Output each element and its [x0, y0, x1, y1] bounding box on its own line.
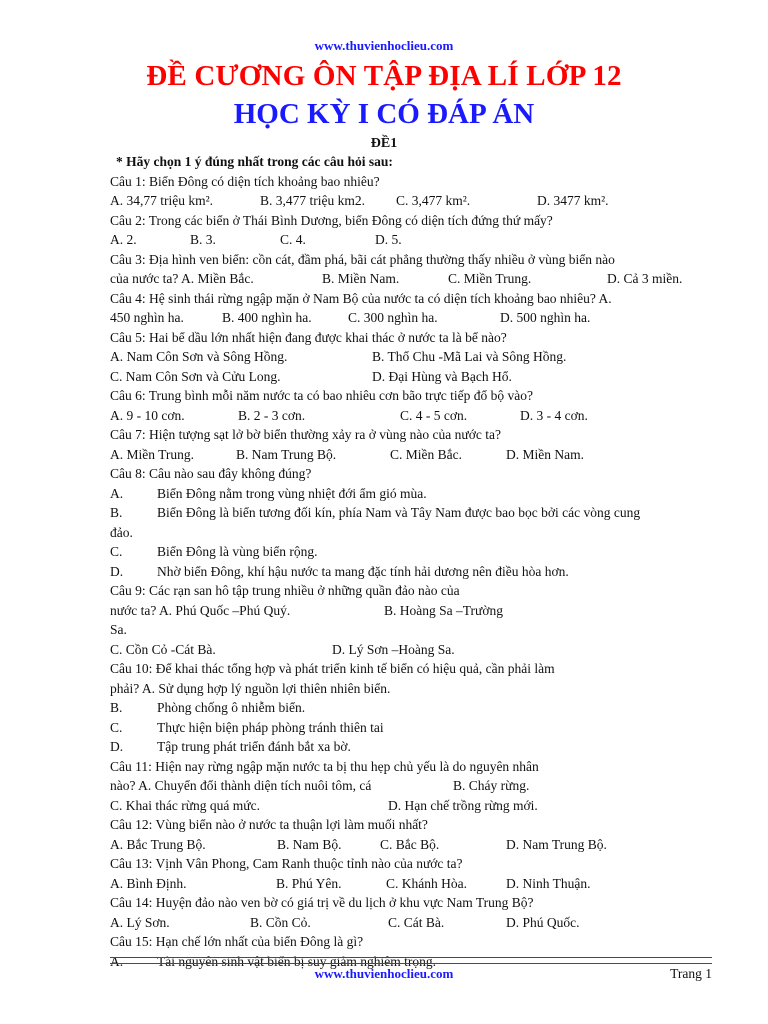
text-line [110, 542, 720, 562]
answer-option: C. Miền Trung. [448, 271, 532, 286]
text-line [110, 308, 720, 328]
answer-option: C. Bắc Bộ. [380, 836, 440, 852]
option-text: Biển Đông nằm trong vùng nhiệt đới ẩm gió mùa. [157, 485, 427, 501]
text-line: Câu 14: Huyện đảo nào ven bờ có giá trị về du lịch ở khu vực Nam Trung Bộ? [110, 895, 534, 910]
text-line: Sa. [110, 622, 127, 637]
option-label: C. [110, 719, 123, 735]
option-text: Thực hiện biện pháp phòng tránh thiên tai [157, 719, 384, 735]
answer-option: D. Đại Hùng và Bạch Hổ. [372, 368, 512, 384]
answer-option: C. Khánh Hòa. [386, 875, 467, 891]
text-line: Câu 10: Để khai thác tổng hợp và phát triển kinh tế biển có hiệu quả, cần phải làm [110, 661, 555, 676]
option-label: D. [110, 739, 124, 754]
text-line [110, 698, 720, 718]
answer-option: C. 3,477 km². [396, 193, 471, 208]
title-line-2: HỌC KỲ I CÓ ĐÁP ÁN [233, 98, 535, 130]
option-label: B. [110, 700, 123, 715]
option-text: Nhờ biển Đông, khí hậu nước ta mang đặc tính hải dương nên điều hòa hơn. [157, 563, 569, 579]
exam-label: ĐỀ1 [370, 136, 398, 151]
answer-option: C. Cồn Cỏ -Cát Bà. [110, 641, 216, 657]
answer-option: D. 5. [375, 232, 402, 247]
answer-option: C. 4. [280, 232, 306, 247]
text-line: đảo. [110, 524, 133, 540]
answer-option: C. Khai thác rừng quá mức. [110, 797, 260, 813]
text-line: Câu 2: Trong các biển ở Thái Bình Dương, biển Đông có diện tích đứng thứ mấy? [110, 212, 553, 228]
answer-option: A. 9 - 10 cơn. [110, 407, 185, 423]
text-line: Câu 6: Trung bình mỗi năm nước ta có bao nhiêu cơn bão trực tiếp đổ bộ vào? [110, 388, 533, 403]
text-line: Câu 9: Các rạn san hô tập trung nhiều ở những quần đảo nào của [110, 583, 460, 598]
footer-url[interactable]: www.thuvienhoclieu.com [314, 966, 454, 981]
option-text: Phòng chống ô nhiễm biển. [157, 700, 306, 715]
answer-option: D. 3477 km². [537, 193, 609, 208]
page-number: Trang 1 [670, 966, 712, 981]
text-line [110, 776, 720, 796]
text-line: Câu 5: Hai bể dầu lớn nhất hiện đang được khai thác ở nước ta là bể nào? [110, 329, 507, 345]
text-line: Câu 3: Địa hình ven biển: cồn cát, đầm phá, bãi cát phẳng thường thấy nhiều ở vùng biển nào [110, 251, 615, 267]
answer-option: A. Bắc Trung Bộ. [110, 836, 206, 852]
answer-option: B. Miền Nam. [322, 271, 400, 286]
title-line-1: ĐỀ CƯƠNG ÔN TẬP ĐỊA LÍ LỚP 12 [146, 60, 622, 92]
answer-option: A. Bình Định. [110, 875, 187, 891]
text-line: Câu 12: Vùng biển nào ở nước ta thuận lợi làm muối nhất? [110, 817, 428, 832]
answer-option: D. Nam Trung Bộ. [506, 836, 607, 852]
text-line: Câu 11: Hiện nay rừng ngập mặn nước ta bị thu hẹp chủ yếu là do nguyên nhân [110, 758, 539, 774]
answer-option: B. 3. [190, 232, 216, 247]
text-line: Câu 8: Câu nào sau đây không đúng? [110, 466, 312, 481]
text-line [110, 874, 720, 894]
answer-option: B. Nam Bộ. [277, 836, 342, 852]
question-lines [110, 172, 720, 972]
text-line [110, 913, 720, 933]
answer-option: D. Lý Sơn –Hoàng Sa. [332, 641, 455, 657]
text-line [110, 503, 720, 523]
text-line [110, 718, 720, 738]
text-line [110, 796, 720, 816]
text-line [110, 406, 720, 426]
answer-option: B. Cháy rừng. [453, 778, 530, 793]
option-text: Tập trung phát triển đánh bắt xa bờ. [157, 739, 351, 754]
option-label: D. [110, 563, 124, 579]
answer-option: A. 34,77 triệu km². [110, 193, 214, 208]
text-line [110, 347, 720, 367]
text-line: Câu 15: Hạn chế lớn nhất của biển Đông là gì? [110, 934, 364, 949]
answer-option: C. Nam Côn Sơn và Cửu Long. [110, 368, 281, 384]
option-label: A. [110, 953, 124, 969]
text-line [110, 230, 720, 250]
answer-option: B. Hoàng Sa –Trường [384, 602, 503, 618]
answer-option: C. Miền Bắc. [390, 446, 462, 462]
answer-option: B. Nam Trung Bộ. [236, 446, 337, 462]
answer-option: A. Miền Trung. [110, 446, 195, 462]
answer-option: D. 500 nghìn ha. [500, 310, 591, 325]
text-line [110, 562, 720, 582]
answer-option: 450 nghìn ha. [110, 310, 184, 325]
option-label: B. [110, 505, 123, 520]
text-line [110, 601, 720, 621]
answer-option: C. 300 nghìn ha. [348, 310, 438, 325]
text-line [110, 640, 720, 660]
answer-option: B. Phú Yên. [276, 875, 342, 891]
text-line [110, 737, 720, 757]
text-line [110, 835, 720, 855]
text-line: Câu 7: Hiện tượng sạt lở bờ biển thường xảy ra ở vùng nào của nước ta? [110, 427, 501, 442]
document-body [110, 152, 720, 971]
option-label: C. [110, 544, 123, 559]
text-line: Câu 13: Vịnh Vân Phong, Cam Ranh thuộc tỉnh nào của nước ta? [110, 856, 463, 871]
text-line [110, 269, 720, 289]
answer-option: D. Cả 3 miền. [607, 271, 683, 286]
answer-option: D. Phú Quốc. [506, 914, 580, 930]
option-label: A. [110, 485, 124, 501]
answer-option: của nước ta? A. Miền Bắc. [110, 271, 254, 286]
option-text: Tài nguyên sinh vật biển bị suy giảm nghiêm trọng. [157, 953, 436, 969]
option-text: Biển Đông là vùng biển rộng. [157, 544, 318, 559]
answer-option: B. 400 nghìn ha. [222, 310, 312, 325]
answer-option: B. 3,477 triệu km2. [260, 193, 365, 208]
text-line [110, 484, 720, 504]
answer-option: nước ta? A. Phú Quốc –Phú Quý. [110, 602, 291, 618]
text-line: Câu 4: Hệ sinh thái rừng ngập mặn ở Nam Bộ của nước ta có diện tích khoảng bao nhiêu? A. [110, 290, 612, 306]
answer-option: A. 2. [110, 232, 137, 247]
text-line [110, 367, 720, 387]
answer-option: D. Ninh Thuận. [506, 875, 591, 891]
answer-option: D. Miền Nam. [506, 446, 584, 462]
answer-option: D. Hạn chế trồng rừng mới. [388, 797, 538, 813]
answer-option: A. Nam Côn Sơn và Sông Hồng. [110, 349, 288, 364]
header-url[interactable]: www.thuvienhoclieu.com [314, 38, 454, 53]
text-line [110, 191, 720, 211]
answer-option: D. 3 - 4 cơn. [520, 407, 588, 423]
text-line: Câu 1: Biển Đông có diện tích khoảng bao nhiêu? [110, 173, 380, 189]
option-text: Biển Đông là biển tương đối kín, phía Nam và Tây Nam được bao bọc bởi các vòng cung [157, 505, 641, 520]
text-line: phải? A. Sử dụng hợp lý nguồn lợi thiên nhiên biển. [110, 680, 391, 696]
text-line [110, 445, 720, 465]
footer-rule [110, 957, 712, 964]
answer-option: B. Cồn Cỏ. [250, 914, 311, 930]
answer-option: nào? A. Chuyển đổi thành diện tích nuôi tôm, cá [110, 778, 372, 793]
answer-option: A. Lý Sơn. [110, 914, 170, 930]
answer-option: B. 2 - 3 cơn. [238, 407, 306, 423]
answer-option: C. 4 - 5 cơn. [400, 407, 468, 423]
instruction: * Hãy chọn 1 ý đúng nhất trong các câu hỏi sau: [116, 154, 393, 169]
answer-option: B. Thổ Chu -Mã Lai và Sông Hồng. [372, 349, 567, 364]
answer-option: C. Cát Bà. [388, 914, 445, 930]
